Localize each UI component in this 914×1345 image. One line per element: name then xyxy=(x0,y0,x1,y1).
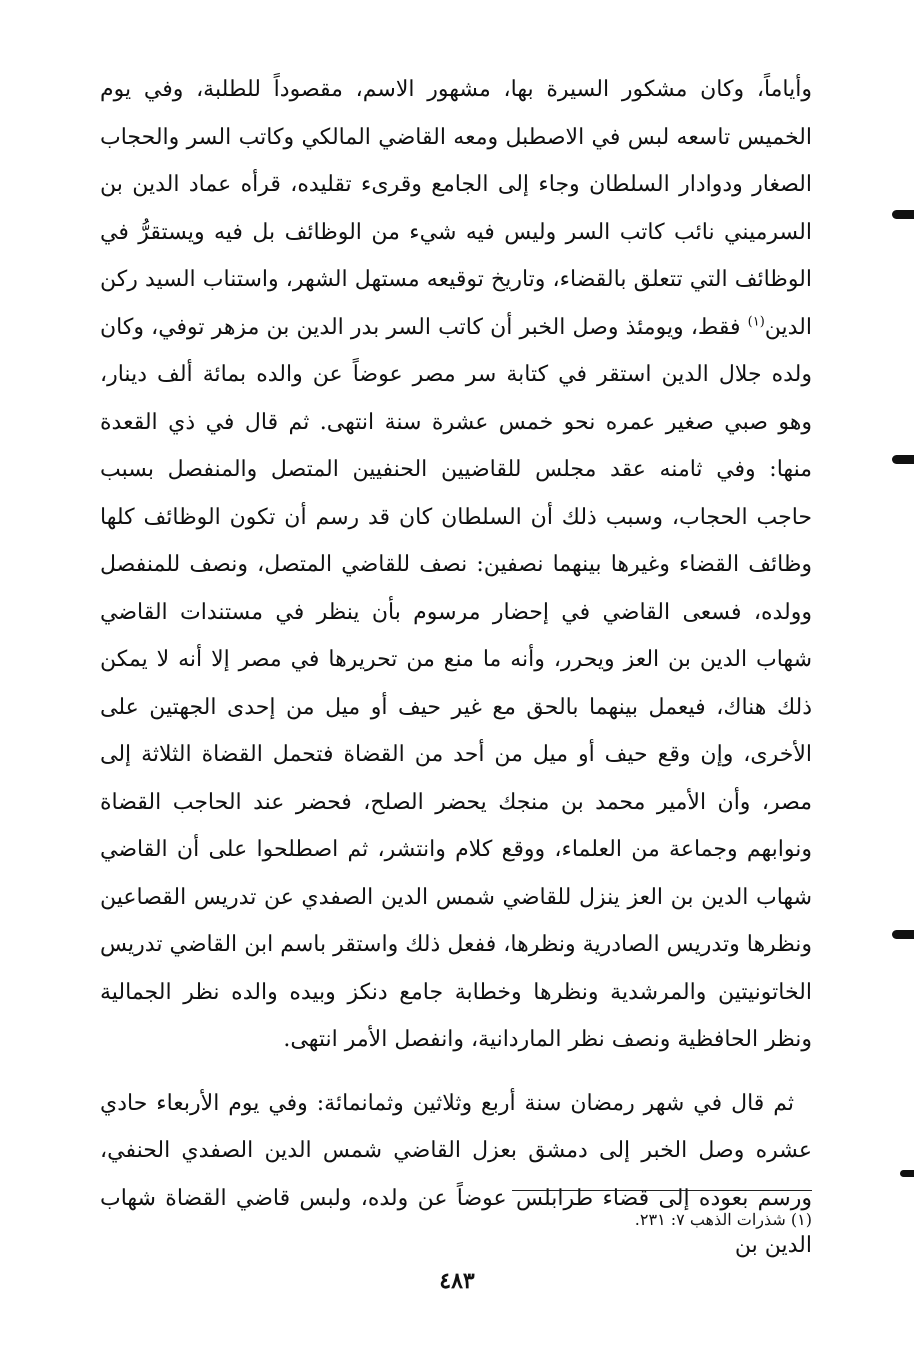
page-number: ٤٨٣ xyxy=(439,1268,475,1294)
footnote-reference: (١) xyxy=(747,314,765,330)
margin-mark xyxy=(892,930,914,939)
footnote-divider xyxy=(512,1190,812,1191)
paragraph-1-continuation: فقط، ويومئذ وصل الخبر أن كاتب السر بدر الدين بن مزهر توفي، وكان ولده جلال الدين استقر في كتابة سر مصر عوضاً عن والده بمائة ألف دينار، وهو صبي صغير عمره نحو خمس عشرة سنة انتهى. ثم قال في ذي القعدة منها: وفي ثامنه عقد مجلس للقاضيين الحنفيين المتصل والمنفصل بسبب حاجب الحجاب، وسبب ذلك أن السلطان كان قد رسم أن تكون الوظائف كلها وظائف القضاء وغيرها بينهما نصفين: نصف للقاضي المتصل، ونصف للمنفصل وولده، فسعى القاضي في إحضار مرسوم بأن ينظر في مستندات القاضي شهاب الدين بن العز ويحرر، وأنه ما منع من تحريرها في مصر إلا أنه لا يمكن ذلك هناك، فيعمل بينهما بالحق مع غير حيف أو ميل من إحدى الجهتين على الأخرى، وإن وقع حيف أو ميل من أحد من القضاة فتحمل القضاة الثلاثة إلى مصر، وأن الأمير محمد بن منجك يحضر الصلح، فحضر عند الحاجب القضاة ونوابهم وجماعة من العلماء، ووقع كلام وانتشر، ثم اصطلحوا على أن القاضي شهاب الدين بن العز ينزل للقاضي شمس الدين الصفدي عن تدريس القصاعين ونظرها وتدريس الصادرية ونظرها، ففعل ذلك واستقر باسم ابن القاضي تدريس الخاتونيتين والمرشدية ونظرها وخطابة جامع دنكز وبيده والده نظر الجمالية ونظر الحافظية ونصف نظر الماردانية، وانفصل الأمر انتهى. xyxy=(100,314,813,1052)
margin-mark xyxy=(892,210,914,219)
paragraph-2: ثم قال في شهر رمضان سنة أربع وثلاثين وثمانمائة: وفي يوم الأربعاء حادي عشره وصل الخبر إلى دمشق بعزل القاضي شمس الدين الصفدي الحنفي، ورسم بعوده إلى قضاء طرابلس عوضاً عن ولده، ولبس قاضي القضاة شهاب الدين بن xyxy=(100,1090,812,1258)
paragraph-1-text: وأياماً، وكان مشكور السيرة بها، مشهور الاسم، مقصوداً للطلبة، وفي يوم الخميس تاسعه لبس في الاصطبل ومعه القاضي المالكي وكاتب السر والحجاب الصغار ودوادار السلطان وجاء إلى الجامع وقرىء تقليده، قرأه عماد الدين بن السرميني نائب كاتب السر وليس فيه شيء من الوظائف بل فيه ويستقرُّ في الوظائف التي تتعلق بالقضاء، وتاريخ توقيعه مستهل الشهر، واستناب السيد ركن الدين xyxy=(100,77,812,340)
margin-mark xyxy=(892,455,914,464)
paragraph-1 xyxy=(100,66,812,1064)
margin-mark xyxy=(900,1170,914,1177)
footnote: (١) شذرات الذهب ٧: ٢٣١. xyxy=(634,1210,812,1229)
main-text-block xyxy=(100,66,812,1270)
